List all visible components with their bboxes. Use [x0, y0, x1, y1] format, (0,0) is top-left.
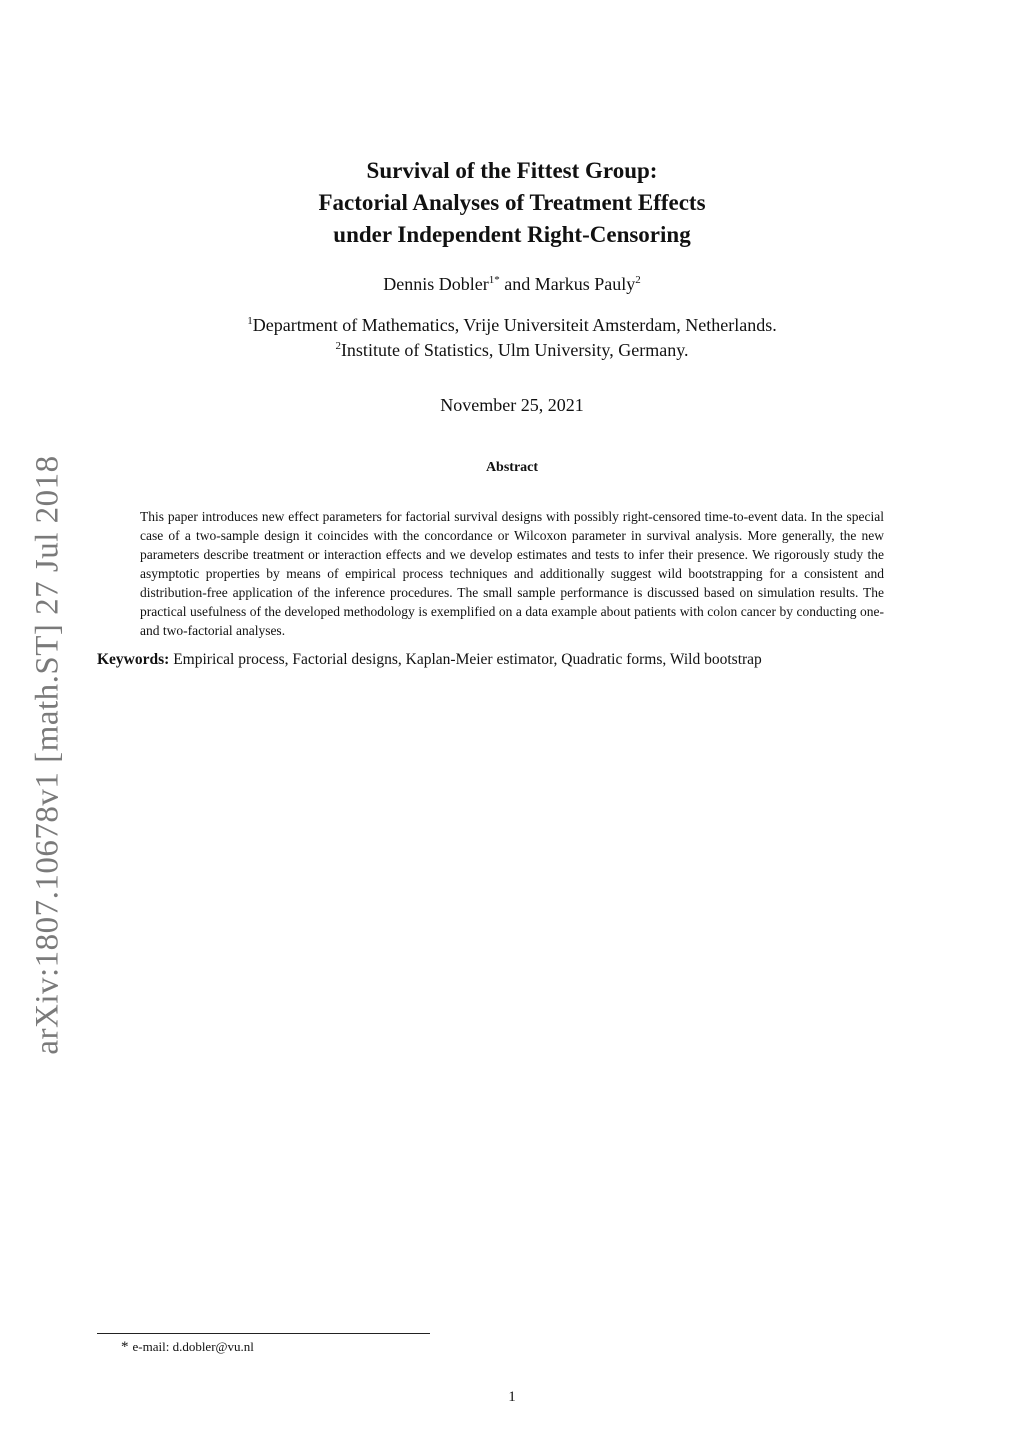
keywords-line: [97, 649, 927, 671]
affiliation-2-mark: 2: [335, 340, 341, 352]
page-number: 1: [508, 1389, 516, 1405]
author-name-1: Dennis Dobler: [383, 274, 489, 294]
abstract-body: This paper introduces new effect parameters for factorial survival designs with possibly right-censored time-to-event data. In the special case of a two-sample design it coincides with the concordance or Wilcoxon parameter in survival analysis. More generally, the new parameters describe treatment or interaction effects and we develop estimates and tests to infer their presence. We rigorously study the asymptotic properties by means of empirical process techniques and additionally suggest wild bootstrapping for a consistent and distribution-free application of the inference procedures. The small sample performance is discussed based on simulation results. The practical usefulness of the developed methodology is exemplified on a data example about patients with colon cancer by conducting one- and two-factorial analyses.: [140, 509, 884, 638]
author-list: [0, 271, 1024, 297]
title-line-3: under Independent Right-Censoring: [333, 222, 691, 247]
affiliation-list: [0, 313, 1024, 363]
arxiv-identifier-stamp: arXiv:1807.10678v1 [math.ST] 27 Jul 2018: [29, 455, 66, 1055]
title-line-2: Factorial Analyses of Treatment Effects: [318, 190, 706, 215]
author-2-affiliation-mark: 2: [635, 274, 641, 286]
author-1-affiliation-mark: 1*: [488, 274, 500, 286]
keywords-label: Keywords:: [97, 651, 170, 668]
affiliation-1-mark: 1: [247, 315, 253, 327]
affiliation-1: [0, 313, 1024, 338]
keywords-text: Empirical process, Factorial designs, Kaplan-Meier estimator, Quadratic forms, Wild bootstrap: [169, 651, 762, 668]
footnote-text: e-mail: d.dobler@vu.nl: [132, 1339, 254, 1354]
affiliation-2-text: Institute of Statistics, Ulm University, Germany.: [340, 340, 689, 360]
title-line-1: Survival of the Fittest Group:: [366, 158, 658, 183]
affiliation-2: [0, 338, 1024, 363]
footnote-divider: [97, 1333, 430, 1334]
affiliation-1-text: Department of Mathematics, Vrije Universiteit Amsterdam, Netherlands.: [252, 315, 777, 335]
paper-title: [0, 155, 1024, 251]
publication-date: November 25, 2021: [440, 395, 584, 415]
abstract-heading: Abstract: [485, 460, 539, 475]
footnote-email: [121, 1338, 254, 1356]
footnote-mark: *: [121, 1339, 129, 1355]
author-conjunction: and: [499, 274, 535, 294]
author-name-2: Markus Pauly: [534, 274, 636, 294]
